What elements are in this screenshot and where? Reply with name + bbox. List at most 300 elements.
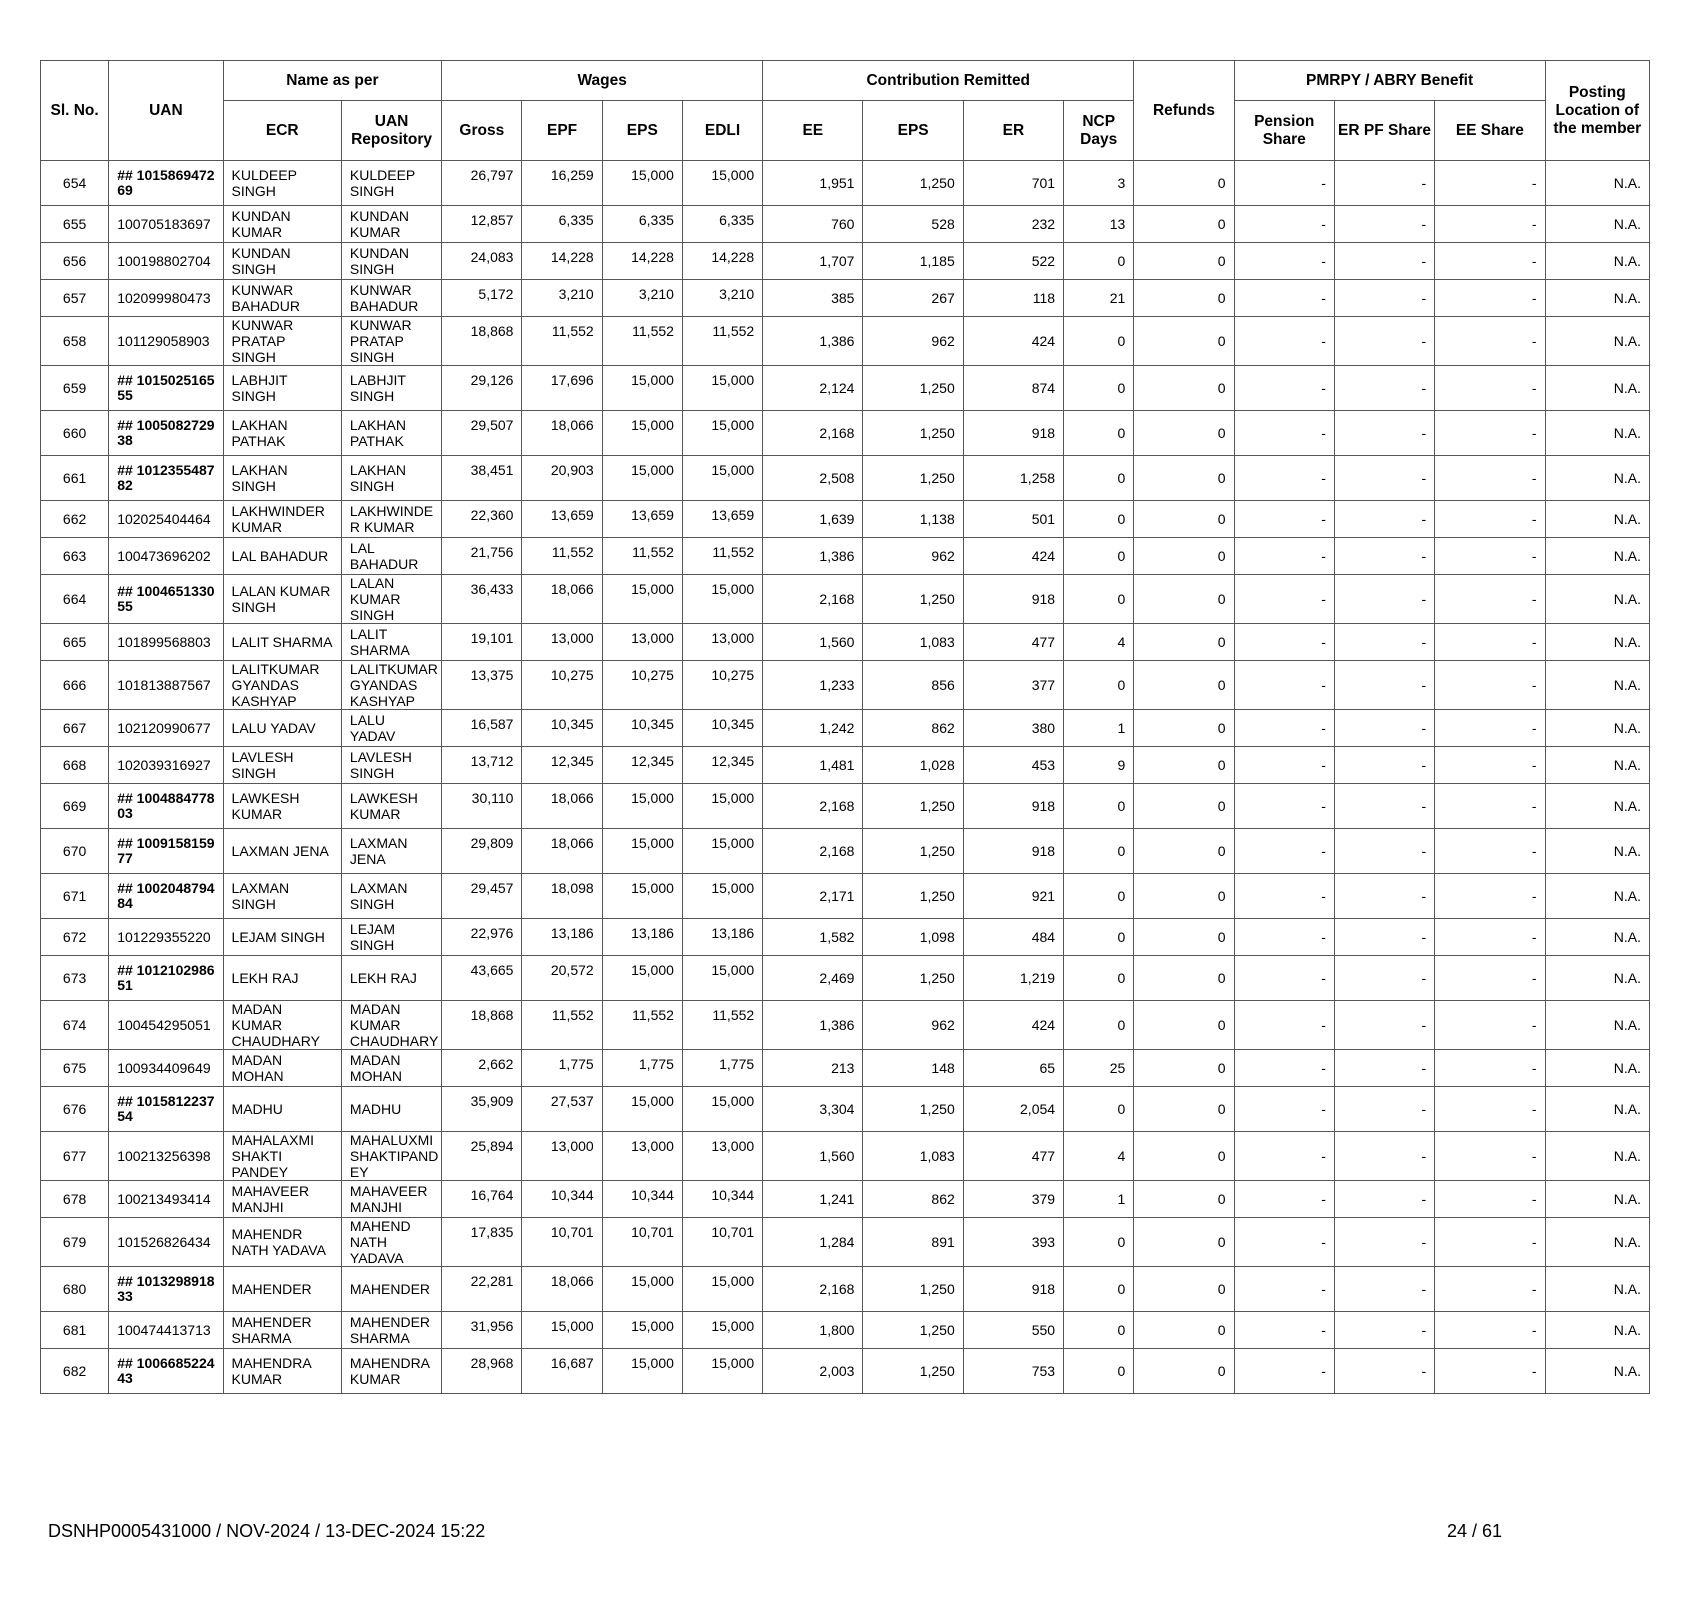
- cell-epf: 13,186: [522, 919, 602, 956]
- cell-ecr-name: MADAN KUMAR CHAUDHARY: [223, 1001, 341, 1050]
- cell-er: 753: [963, 1349, 1063, 1394]
- cell-ncp-days: 0: [1064, 1312, 1134, 1349]
- cell-gross: 12,857: [442, 206, 522, 243]
- cell-gross: 16,764: [442, 1181, 522, 1218]
- cell-sl-no: 656: [41, 243, 109, 280]
- cell-pension-share: -: [1234, 710, 1334, 747]
- cell-gross: 13,375: [442, 661, 522, 710]
- cell-pension-share: -: [1234, 874, 1334, 919]
- cell-eps: 15,000: [602, 829, 682, 874]
- cell-sl-no: 659: [41, 366, 109, 411]
- cell-gross: 24,083: [442, 243, 522, 280]
- cell-ecr-name: LAXMAN SINGH: [223, 874, 341, 919]
- cell-contribution-eps: 962: [863, 317, 963, 366]
- cell-ee-share: -: [1435, 829, 1545, 874]
- cell-refunds: 0: [1134, 1218, 1234, 1267]
- cell-posting-location: N.A.: [1545, 538, 1649, 575]
- cell-repository-name: LALU YADAV: [341, 710, 441, 747]
- cell-er-pf-share: -: [1334, 829, 1434, 874]
- header-pension-share: Pension Share: [1234, 101, 1334, 161]
- cell-uan: 101229355220: [109, 919, 223, 956]
- cell-contribution-eps: 1,250: [863, 874, 963, 919]
- cell-ee: 2,168: [763, 829, 863, 874]
- cell-ee: 2,003: [763, 1349, 863, 1394]
- contribution-table: [40, 60, 1650, 1394]
- cell-ee: 2,168: [763, 411, 863, 456]
- cell-uan: ## 101329891833: [109, 1267, 223, 1312]
- cell-uan: ## 100668522443: [109, 1349, 223, 1394]
- cell-er-pf-share: -: [1334, 956, 1434, 1001]
- cell-pension-share: -: [1234, 956, 1334, 1001]
- table-row: [41, 1218, 1650, 1267]
- cell-refunds: 0: [1134, 1001, 1234, 1050]
- cell-er-pf-share: -: [1334, 747, 1434, 784]
- cell-posting-location: N.A.: [1545, 411, 1649, 456]
- cell-er: 424: [963, 1001, 1063, 1050]
- cell-uan: 100474413713: [109, 1312, 223, 1349]
- cell-er-pf-share: -: [1334, 1218, 1434, 1267]
- cell-uan: 100213256398: [109, 1132, 223, 1181]
- cell-sl-no: 660: [41, 411, 109, 456]
- cell-sl-no: 672: [41, 919, 109, 956]
- cell-ncp-days: 0: [1064, 1218, 1134, 1267]
- cell-ee-share: -: [1435, 956, 1545, 1001]
- table-row: [41, 919, 1650, 956]
- cell-gross: 29,809: [442, 829, 522, 874]
- cell-ee: 2,124: [763, 366, 863, 411]
- cell-ee: 1,241: [763, 1181, 863, 1218]
- cell-pension-share: -: [1234, 243, 1334, 280]
- cell-refunds: 0: [1134, 1267, 1234, 1312]
- cell-uan: ## 101586947269: [109, 161, 223, 206]
- cell-sl-no: 663: [41, 538, 109, 575]
- table-row: [41, 747, 1650, 784]
- cell-eps: 11,552: [602, 317, 682, 366]
- cell-er: 453: [963, 747, 1063, 784]
- cell-er-pf-share: -: [1334, 206, 1434, 243]
- table-row: [41, 1181, 1650, 1218]
- cell-sl-no: 675: [41, 1050, 109, 1087]
- cell-ecr-name: KUNWAR PRATAP SINGH: [223, 317, 341, 366]
- cell-sl-no: 681: [41, 1312, 109, 1349]
- cell-sl-no: 665: [41, 624, 109, 661]
- header-epf: EPF: [522, 101, 602, 161]
- cell-epf: 18,066: [522, 829, 602, 874]
- cell-epf: 3,210: [522, 280, 602, 317]
- cell-sl-no: 677: [41, 1132, 109, 1181]
- cell-er: 484: [963, 919, 1063, 956]
- cell-ncp-days: 0: [1064, 366, 1134, 411]
- cell-contribution-eps: 1,083: [863, 624, 963, 661]
- cell-ee: 760: [763, 206, 863, 243]
- cell-repository-name: LAXMAN SINGH: [341, 874, 441, 919]
- cell-posting-location: N.A.: [1545, 366, 1649, 411]
- cell-ncp-days: 21: [1064, 280, 1134, 317]
- cell-refunds: 0: [1134, 919, 1234, 956]
- cell-epf: 12,345: [522, 747, 602, 784]
- cell-refunds: 0: [1134, 874, 1234, 919]
- cell-ncp-days: 3: [1064, 161, 1134, 206]
- cell-edli: 15,000: [682, 161, 762, 206]
- cell-refunds: 0: [1134, 575, 1234, 624]
- cell-uan: 102039316927: [109, 747, 223, 784]
- cell-contribution-eps: 267: [863, 280, 963, 317]
- cell-edli: 1,775: [682, 1050, 762, 1087]
- cell-refunds: 0: [1134, 710, 1234, 747]
- cell-er: 2,054: [963, 1087, 1063, 1132]
- cell-edli: 15,000: [682, 366, 762, 411]
- cell-edli: 13,000: [682, 624, 762, 661]
- cell-ee: 1,582: [763, 919, 863, 956]
- cell-gross: 18,868: [442, 317, 522, 366]
- cell-gross: 21,756: [442, 538, 522, 575]
- cell-pension-share: -: [1234, 1218, 1334, 1267]
- header-eps: EPS: [602, 101, 682, 161]
- table-row: [41, 575, 1650, 624]
- cell-refunds: 0: [1134, 956, 1234, 1001]
- cell-ncp-days: 4: [1064, 1132, 1134, 1181]
- header-ee-share: EE Share: [1435, 101, 1545, 161]
- cell-ecr-name: MAHENDRA KUMAR: [223, 1349, 341, 1394]
- header-edli: EDLI: [682, 101, 762, 161]
- cell-pension-share: -: [1234, 280, 1334, 317]
- cell-gross: 29,126: [442, 366, 522, 411]
- cell-sl-no: 661: [41, 456, 109, 501]
- cell-repository-name: MAHENDRA KUMAR: [341, 1349, 441, 1394]
- cell-ecr-name: LAKHAN PATHAK: [223, 411, 341, 456]
- cell-sl-no: 666: [41, 661, 109, 710]
- cell-epf: 6,335: [522, 206, 602, 243]
- cell-er: 918: [963, 1267, 1063, 1312]
- cell-er-pf-share: -: [1334, 1312, 1434, 1349]
- header-ee: EE: [763, 101, 863, 161]
- cell-er: 921: [963, 874, 1063, 919]
- cell-posting-location: N.A.: [1545, 243, 1649, 280]
- cell-epf: 1,775: [522, 1050, 602, 1087]
- cell-uan: 100213493414: [109, 1181, 223, 1218]
- cell-ee-share: -: [1435, 575, 1545, 624]
- cell-uan: 101526826434: [109, 1218, 223, 1267]
- cell-repository-name: MAHENDER: [341, 1267, 441, 1312]
- cell-gross: 2,662: [442, 1050, 522, 1087]
- cell-sl-no: 657: [41, 280, 109, 317]
- cell-er: 522: [963, 243, 1063, 280]
- footer-reference: DSNHP0005431000 / NOV-2024 / 13-DEC-2024 15:22: [48, 1521, 486, 1541]
- table-row: [41, 317, 1650, 366]
- cell-pension-share: -: [1234, 1349, 1334, 1394]
- cell-er-pf-share: -: [1334, 1050, 1434, 1087]
- cell-repository-name: LAKHWINDE R KUMAR: [341, 501, 441, 538]
- cell-ecr-name: LAKHWINDER KUMAR: [223, 501, 341, 538]
- cell-ee: 1,800: [763, 1312, 863, 1349]
- cell-refunds: 0: [1134, 317, 1234, 366]
- cell-repository-name: LEKH RAJ: [341, 956, 441, 1001]
- cell-ee: 1,639: [763, 501, 863, 538]
- table-row: [41, 538, 1650, 575]
- cell-posting-location: N.A.: [1545, 456, 1649, 501]
- cell-repository-name: LEJAM SINGH: [341, 919, 441, 956]
- cell-uan: 102025404464: [109, 501, 223, 538]
- cell-ee-share: -: [1435, 661, 1545, 710]
- table-row: [41, 1132, 1650, 1181]
- cell-ecr-name: LABHJIT SINGH: [223, 366, 341, 411]
- cell-er-pf-share: -: [1334, 661, 1434, 710]
- cell-refunds: 0: [1134, 366, 1234, 411]
- header-wages: Wages: [442, 61, 763, 101]
- cell-eps: 15,000: [602, 1087, 682, 1132]
- cell-edli: 11,552: [682, 538, 762, 575]
- cell-refunds: 0: [1134, 206, 1234, 243]
- cell-ee-share: -: [1435, 874, 1545, 919]
- cell-contribution-eps: 856: [863, 661, 963, 710]
- cell-ncp-days: 0: [1064, 661, 1134, 710]
- cell-ecr-name: KUNWAR BAHADUR: [223, 280, 341, 317]
- header-gross: Gross: [442, 101, 522, 161]
- cell-contribution-eps: 1,250: [863, 1349, 963, 1394]
- table-row: [41, 624, 1650, 661]
- cell-contribution-eps: 891: [863, 1218, 963, 1267]
- cell-uan: 102099980473: [109, 280, 223, 317]
- cell-ee-share: -: [1435, 710, 1545, 747]
- cell-refunds: 0: [1134, 1349, 1234, 1394]
- cell-contribution-eps: 962: [863, 538, 963, 575]
- cell-repository-name: KUNWAR BAHADUR: [341, 280, 441, 317]
- cell-er: 118: [963, 280, 1063, 317]
- cell-epf: 10,275: [522, 661, 602, 710]
- cell-repository-name: MADAN MOHAN: [341, 1050, 441, 1087]
- cell-ee: 1,951: [763, 161, 863, 206]
- cell-uan: ## 101210298651: [109, 956, 223, 1001]
- cell-refunds: 0: [1134, 161, 1234, 206]
- cell-er: 377: [963, 661, 1063, 710]
- cell-ee-share: -: [1435, 747, 1545, 784]
- cell-sl-no: 678: [41, 1181, 109, 1218]
- cell-ee: 1,284: [763, 1218, 863, 1267]
- cell-uan: 102120990677: [109, 710, 223, 747]
- cell-posting-location: N.A.: [1545, 206, 1649, 243]
- cell-ecr-name: LAL BAHADUR: [223, 538, 341, 575]
- cell-contribution-eps: 1,250: [863, 366, 963, 411]
- cell-ecr-name: LALIT SHARMA: [223, 624, 341, 661]
- cell-epf: 13,000: [522, 624, 602, 661]
- cell-ee-share: -: [1435, 501, 1545, 538]
- cell-pension-share: -: [1234, 829, 1334, 874]
- cell-posting-location: N.A.: [1545, 317, 1649, 366]
- cell-edli: 13,000: [682, 1132, 762, 1181]
- cell-eps: 15,000: [602, 411, 682, 456]
- cell-posting-location: N.A.: [1545, 624, 1649, 661]
- cell-epf: 16,259: [522, 161, 602, 206]
- cell-ee: 385: [763, 280, 863, 317]
- cell-gross: 25,894: [442, 1132, 522, 1181]
- cell-ee: 1,560: [763, 1132, 863, 1181]
- cell-ncp-days: 0: [1064, 501, 1134, 538]
- cell-er-pf-share: -: [1334, 1087, 1434, 1132]
- cell-epf: 15,000: [522, 1312, 602, 1349]
- cell-contribution-eps: 1,250: [863, 1087, 963, 1132]
- cell-gross: 18,868: [442, 1001, 522, 1050]
- cell-uan: 101813887567: [109, 661, 223, 710]
- cell-sl-no: 682: [41, 1349, 109, 1394]
- cell-er: 65: [963, 1050, 1063, 1087]
- cell-edli: 15,000: [682, 829, 762, 874]
- header-er-pf-share: ER PF Share: [1334, 101, 1434, 161]
- cell-epf: 27,537: [522, 1087, 602, 1132]
- header-posting-location: Posting Location of the member: [1545, 61, 1649, 161]
- cell-eps: 15,000: [602, 456, 682, 501]
- cell-repository-name: LALAN KUMAR SINGH: [341, 575, 441, 624]
- cell-repository-name: KULDEEP SINGH: [341, 161, 441, 206]
- table-header: [41, 61, 1650, 161]
- header-pmrpy-abry: PMRPY / ABRY Benefit: [1234, 61, 1545, 101]
- cell-repository-name: MAHALUXMI SHAKTIPAND EY: [341, 1132, 441, 1181]
- cell-uan: ## 100465133055: [109, 575, 223, 624]
- cell-sl-no: 669: [41, 784, 109, 829]
- cell-er: 918: [963, 411, 1063, 456]
- header-refunds: Refunds: [1134, 61, 1234, 161]
- cell-repository-name: KUNDAN SINGH: [341, 243, 441, 280]
- cell-ncp-days: 0: [1064, 243, 1134, 280]
- cell-ecr-name: KUNDAN KUMAR: [223, 206, 341, 243]
- cell-ncp-days: 13: [1064, 206, 1134, 243]
- cell-edli: 13,659: [682, 501, 762, 538]
- cell-posting-location: N.A.: [1545, 1181, 1649, 1218]
- cell-contribution-eps: 1,250: [863, 956, 963, 1001]
- cell-contribution-eps: 1,250: [863, 411, 963, 456]
- cell-eps: 13,000: [602, 624, 682, 661]
- cell-pension-share: -: [1234, 456, 1334, 501]
- cell-repository-name: LAL BAHADUR: [341, 538, 441, 575]
- cell-ecr-name: LALAN KUMAR SINGH: [223, 575, 341, 624]
- cell-contribution-eps: 1,138: [863, 501, 963, 538]
- cell-epf: 20,903: [522, 456, 602, 501]
- cell-edli: 10,344: [682, 1181, 762, 1218]
- cell-sl-no: 671: [41, 874, 109, 919]
- cell-gross: 43,665: [442, 956, 522, 1001]
- table-row: [41, 456, 1650, 501]
- cell-sl-no: 667: [41, 710, 109, 747]
- cell-epf: 14,228: [522, 243, 602, 280]
- cell-epf: 13,659: [522, 501, 602, 538]
- cell-ecr-name: MAHENDER: [223, 1267, 341, 1312]
- cell-edli: 15,000: [682, 1087, 762, 1132]
- header-ncp-days: NCP Days: [1064, 101, 1134, 161]
- cell-ncp-days: 0: [1064, 411, 1134, 456]
- cell-posting-location: N.A.: [1545, 575, 1649, 624]
- cell-ee-share: -: [1435, 1001, 1545, 1050]
- cell-er-pf-share: -: [1334, 1001, 1434, 1050]
- cell-eps: 6,335: [602, 206, 682, 243]
- cell-eps: 13,000: [602, 1132, 682, 1181]
- cell-epf: 11,552: [522, 1001, 602, 1050]
- cell-pension-share: -: [1234, 1050, 1334, 1087]
- cell-eps: 15,000: [602, 1312, 682, 1349]
- cell-ee: 1,707: [763, 243, 863, 280]
- cell-posting-location: N.A.: [1545, 1218, 1649, 1267]
- cell-eps: 10,275: [602, 661, 682, 710]
- cell-posting-location: N.A.: [1545, 1267, 1649, 1312]
- cell-er-pf-share: -: [1334, 1267, 1434, 1312]
- cell-er: 380: [963, 710, 1063, 747]
- cell-ecr-name: KUNDAN SINGH: [223, 243, 341, 280]
- cell-contribution-eps: 1,250: [863, 456, 963, 501]
- cell-er-pf-share: -: [1334, 501, 1434, 538]
- cell-ncp-days: 0: [1064, 1349, 1134, 1394]
- cell-ncp-days: 0: [1064, 829, 1134, 874]
- cell-gross: 29,507: [442, 411, 522, 456]
- cell-er: 393: [963, 1218, 1063, 1267]
- cell-ncp-days: 0: [1064, 575, 1134, 624]
- cell-uan: ## 100488477803: [109, 784, 223, 829]
- cell-ee: 2,508: [763, 456, 863, 501]
- cell-ee: 1,242: [763, 710, 863, 747]
- cell-sl-no: 674: [41, 1001, 109, 1050]
- cell-pension-share: -: [1234, 1087, 1334, 1132]
- cell-ecr-name: MAHALAXMI SHAKTI PANDEY: [223, 1132, 341, 1181]
- cell-refunds: 0: [1134, 784, 1234, 829]
- cell-gross: 38,451: [442, 456, 522, 501]
- cell-gross: 36,433: [442, 575, 522, 624]
- cell-er: 918: [963, 575, 1063, 624]
- cell-repository-name: LAVLESH SINGH: [341, 747, 441, 784]
- cell-er-pf-share: -: [1334, 624, 1434, 661]
- cell-epf: 16,687: [522, 1349, 602, 1394]
- table-row: [41, 874, 1650, 919]
- table-row: [41, 710, 1650, 747]
- cell-edli: 6,335: [682, 206, 762, 243]
- cell-epf: 13,000: [522, 1132, 602, 1181]
- cell-gross: 28,968: [442, 1349, 522, 1394]
- cell-er: 477: [963, 624, 1063, 661]
- header-contribution-remitted: Contribution Remitted: [763, 61, 1134, 101]
- cell-pension-share: -: [1234, 366, 1334, 411]
- cell-posting-location: N.A.: [1545, 1349, 1649, 1394]
- cell-pension-share: -: [1234, 1001, 1334, 1050]
- cell-refunds: 0: [1134, 747, 1234, 784]
- cell-ee-share: -: [1435, 1218, 1545, 1267]
- cell-epf: 18,066: [522, 1267, 602, 1312]
- cell-contribution-eps: 1,250: [863, 161, 963, 206]
- cell-ee: 213: [763, 1050, 863, 1087]
- cell-contribution-eps: 962: [863, 1001, 963, 1050]
- cell-ee-share: -: [1435, 1050, 1545, 1087]
- cell-contribution-eps: 1,028: [863, 747, 963, 784]
- cell-eps: 15,000: [602, 1267, 682, 1312]
- cell-epf: 10,344: [522, 1181, 602, 1218]
- cell-eps: 13,186: [602, 919, 682, 956]
- cell-sl-no: 679: [41, 1218, 109, 1267]
- cell-ecr-name: LALU YADAV: [223, 710, 341, 747]
- cell-ncp-days: 0: [1064, 456, 1134, 501]
- cell-ecr-name: MADAN MOHAN: [223, 1050, 341, 1087]
- cell-repository-name: LALIT SHARMA: [341, 624, 441, 661]
- cell-er: 379: [963, 1181, 1063, 1218]
- cell-ncp-days: 0: [1064, 1267, 1134, 1312]
- cell-er: 1,258: [963, 456, 1063, 501]
- cell-pension-share: -: [1234, 1132, 1334, 1181]
- cell-uan: ## 101235548782: [109, 456, 223, 501]
- cell-uan: ## 100508272938: [109, 411, 223, 456]
- cell-er: 918: [963, 829, 1063, 874]
- cell-contribution-eps: 1,250: [863, 829, 963, 874]
- cell-edli: 15,000: [682, 1312, 762, 1349]
- cell-edli: 15,000: [682, 1267, 762, 1312]
- cell-eps: 15,000: [602, 161, 682, 206]
- cell-posting-location: N.A.: [1545, 1132, 1649, 1181]
- cell-er: 918: [963, 784, 1063, 829]
- cell-gross: 30,110: [442, 784, 522, 829]
- cell-edli: 15,000: [682, 411, 762, 456]
